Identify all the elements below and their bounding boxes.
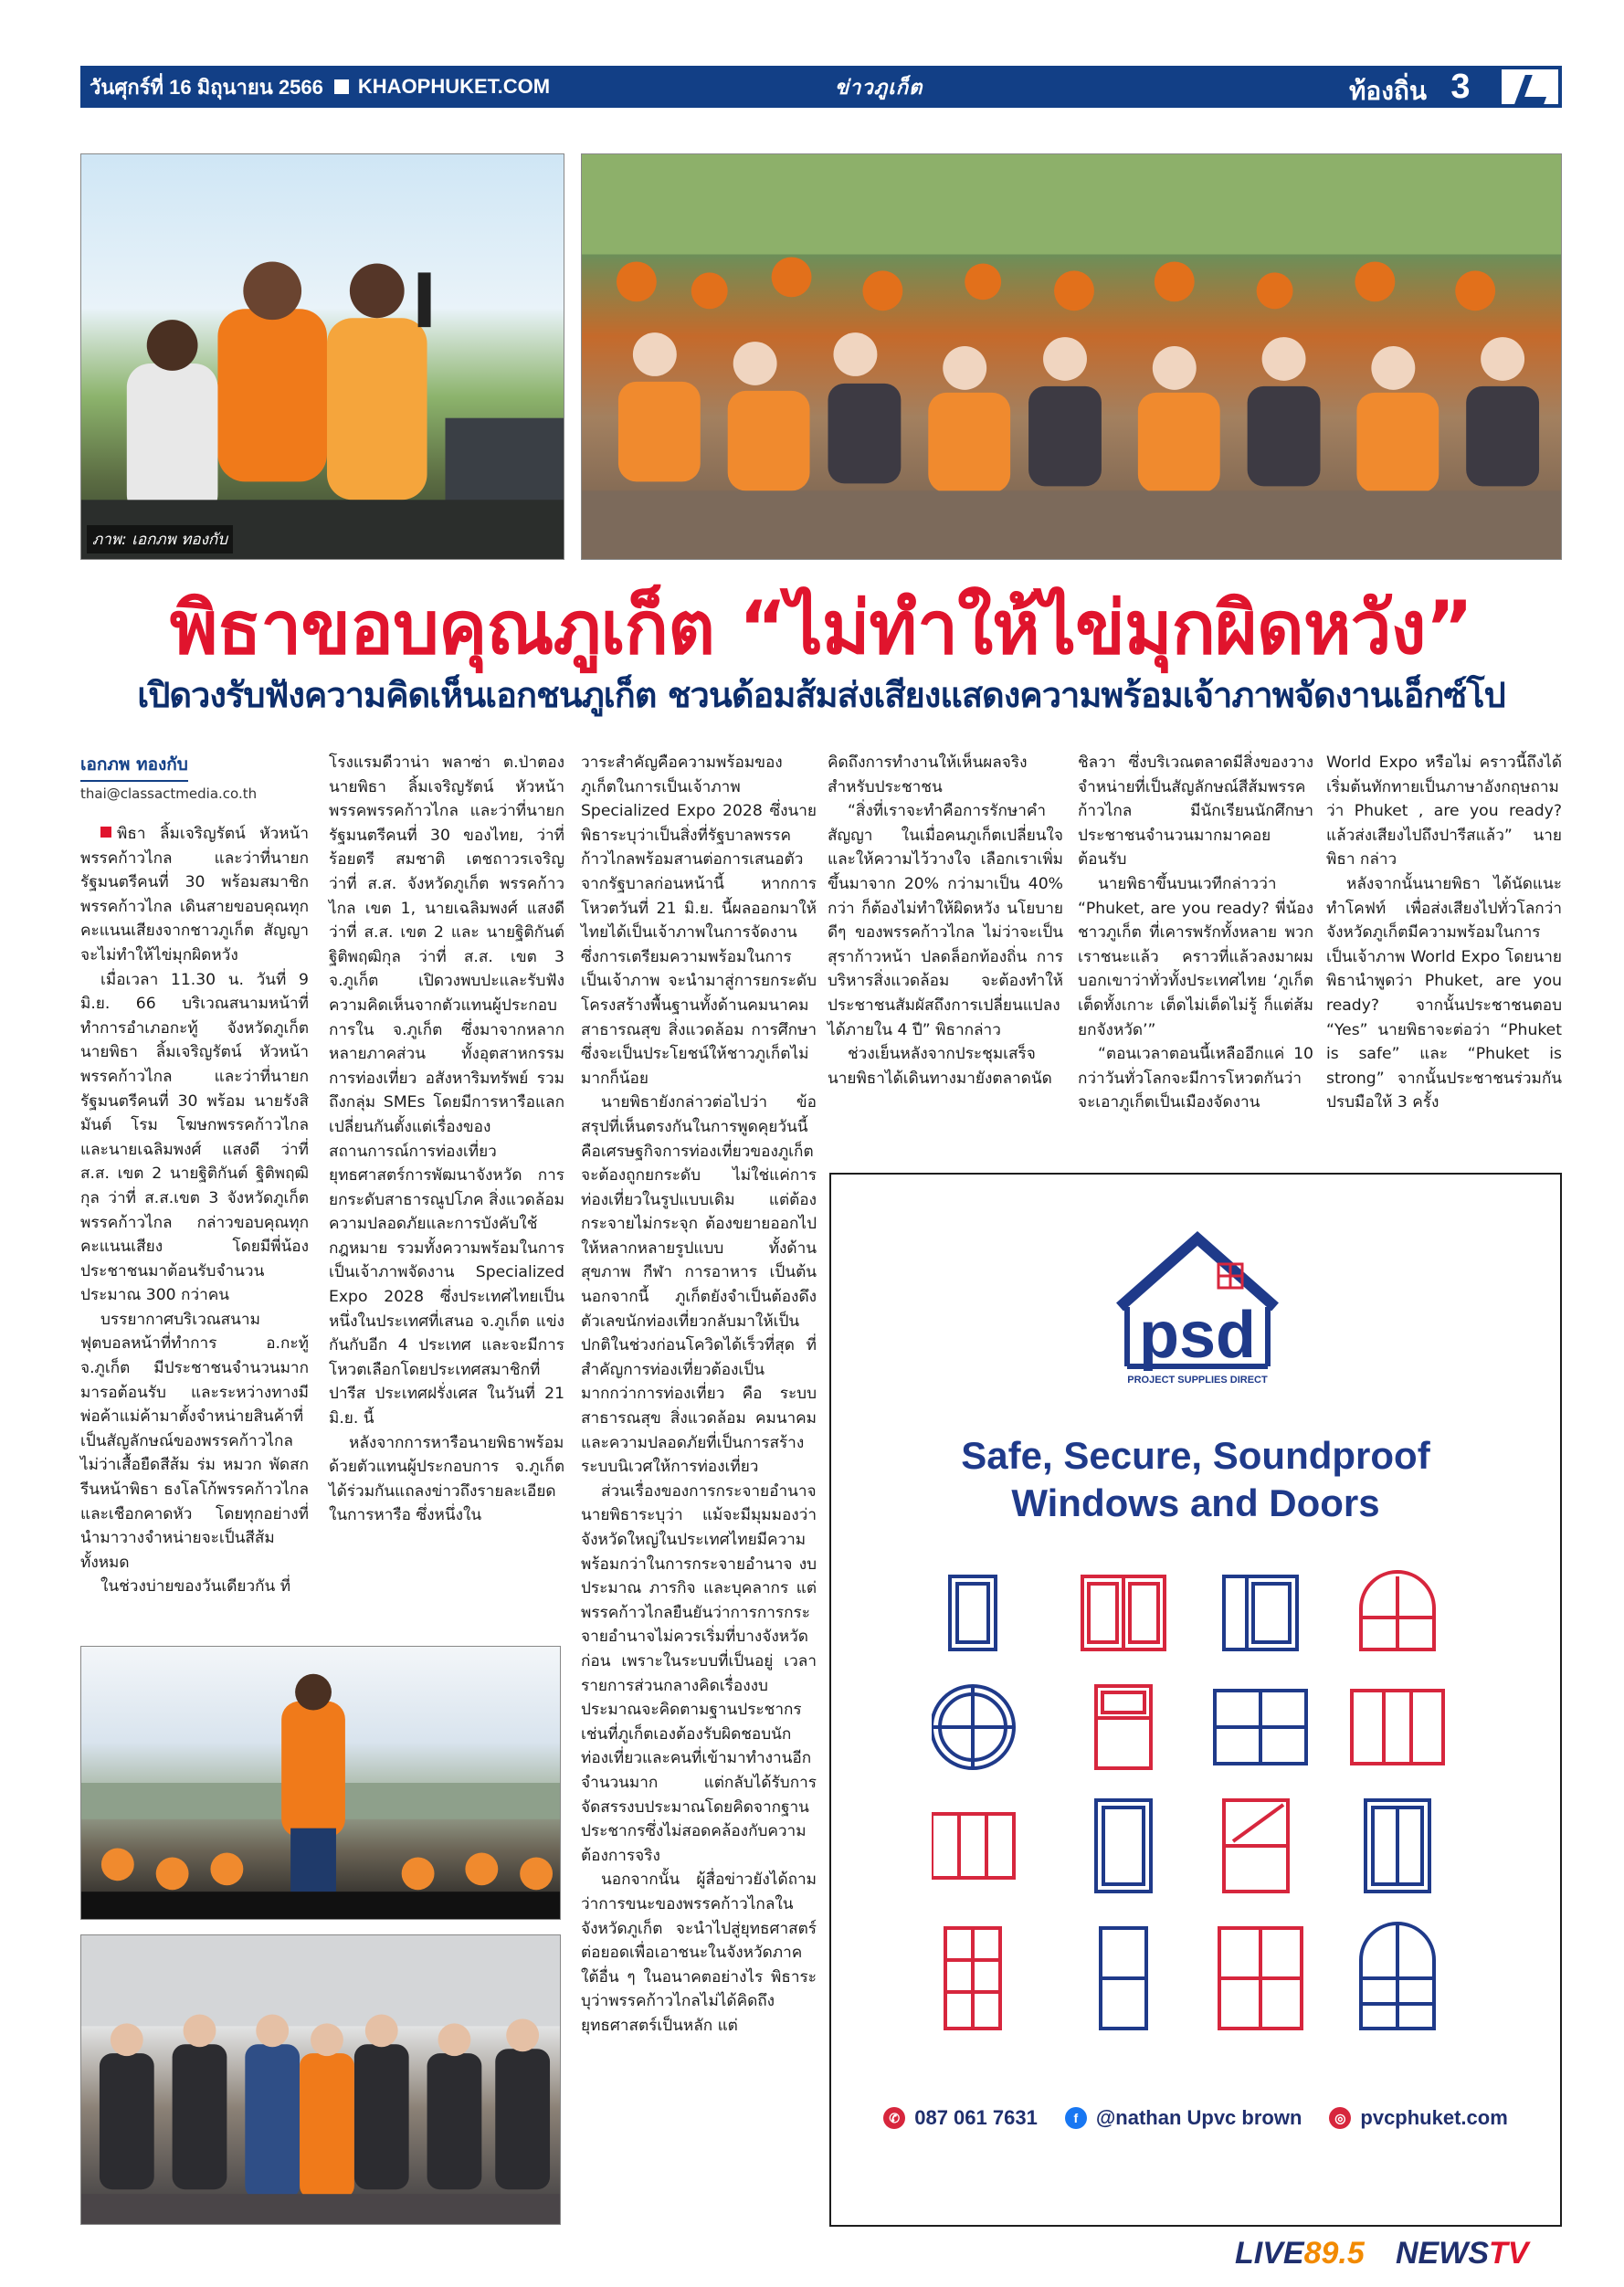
article-column-1 (80, 822, 309, 1626)
article-paragraph: “สิ่งที่เราจะทำคือการรักษาคำสัญญา ในเมื่อคนภูเก็ตเปลี่ยนใจและให้ความไว้วางใจ เลือกเราเพิ่มขึ้นมาจาก 20% กว่ามาเป็น 40% กว่า ก็ต้องไม่ทำให้ผิดหวัง นโยบายดีๆ ของพรรคก้าวไกล ไม่ว่าจะเป็นสุราก้าวหน้า ปลดล็อกท้องถิ่น การบริหารสิ่งแวดล้อม จะต้องทำให้ประชาชนสัมผัสถึงการเปลี่ยนแปลงได้ภายใน 4 ปี” พิธากล่าว (828, 802, 1063, 1039)
phone-icon: ✆ (883, 2107, 905, 2129)
photo-stage-illustration (81, 1647, 560, 1919)
lead-bullet-icon (100, 827, 111, 838)
site-link[interactable]: KHAOPHUKET.COM (357, 75, 551, 98)
news-tv-logo: NEWSTV (1396, 2236, 1529, 2271)
globe-icon: ◎ (1329, 2107, 1351, 2129)
photo-pita-speaking (80, 153, 564, 560)
article-column-4 (828, 751, 1063, 1153)
author-email[interactable]: thai@classactmedia.co.th (80, 785, 258, 802)
article-paragraph: วาระสำคัญคือความพร้อมของภูเก็ตในการเป็นเจ้าภาพ Specialized Expo 2028 ซึ่งนายพิธาระบุว่าเป็นสิ่งที่รัฐบาลพรรคก้าวไกลพร้อมสานต่อการเสนอตัวจากรัฐบาลก่อนหน้านี้ หากการโหวตวันที่ 21 มิ.ย. นี้ผลออกมาให้ไทยได้เป็นเจ้าภาพในการจัดงาน ซึ่งการเตรียมความพร้อมในการเป็นเจ้าภาพ จะนำมาสู่การยกระดับโครงสร้างพื้นฐานทั้งด้านคมนาคม สาธารณสุข สิ่งแวดล้อม การศึกษา ซึ่งจะเป็นประโยชน์ให้ชาวภูเก็ตไม่มากก็น้อย (581, 754, 817, 1088)
single-door-icon (950, 1576, 996, 1649)
ad-facebook[interactable]: f @nathan Upvc brown (1065, 2106, 1302, 2130)
sliding-window-icon (1352, 1691, 1443, 1764)
article-column-2 (329, 751, 564, 1628)
tall-window-icon (1096, 1800, 1151, 1892)
photo-stage-rally (80, 1646, 561, 1920)
round-window-icon (932, 1686, 1014, 1768)
article-paragraph: ช่วงเย็นหลังจากประชุมเสร็จนายพิธาได้เดินทางมายังตลาดนัด (828, 1045, 1052, 1088)
corner-window-icon (1224, 1800, 1288, 1892)
live-radio-logo: LIVE89.5 (1235, 2236, 1365, 2271)
subheadline: เปิดวงรับฟังความคิดเห็นเอกชนภูเก็ต ชวนด้อมส้มส่งเสียงแสดงความพร้อมเจ้าภาพจัดงานเอ็กซ์โป (137, 675, 1505, 715)
author-name: เอกภพ ทองกับ (80, 751, 188, 782)
psd-brand-subtitle: PROJECT SUPPLIES DIRECT (1127, 1375, 1268, 1386)
photo-business-meeting (80, 1934, 561, 2225)
photo-meeting-illustration (81, 1935, 560, 2224)
psd-advertisement[interactable] (829, 1173, 1562, 2227)
psd-house-logo-icon (1102, 1220, 1293, 1403)
issue-date: วันศุกร์ที่ 16 มิถุนายน 2566 (90, 75, 323, 99)
article-paragraph: World Expo หรือไม่ คราวนี้ถึงได้เริ่มต้นทักทายเป็นภาษาอังกฤษถามว่า Phuket , are you ready? แล้วส่งเสียงไปถึงปารีสแล้ว” นายพิธา กล่าว (1326, 754, 1562, 869)
casement-window-icon (1219, 1928, 1302, 2029)
corner-arrow-icon (1498, 66, 1562, 108)
photo-crowd-illustration (582, 154, 1561, 559)
article-paragraph: ในช่วงบ่ายของวันเดียวกัน ที่ (100, 1577, 291, 1597)
arched-door-icon (1361, 1923, 1434, 2029)
article-paragraph: หลังจากการหารือนายพิธาพร้อมด้วยตัวแทนผู้ประกอบการ จ.ภูเก็ต ได้ร่วมกันแถลงข่าวถึงรายละเอียดในการหารือ ซึ่งหนึ่งใน (329, 1433, 564, 1525)
facebook-icon: f (1065, 2107, 1087, 2129)
tv-suffix: TV (1489, 2236, 1529, 2271)
headline: พิธาขอบคุณภูเก็ต “ไม่ทำให้ไข่มุกผิดหวัง” (169, 585, 1473, 670)
ad-website[interactable]: ◎ pvcphuket.com (1329, 2106, 1507, 2130)
page-number: 3 (1450, 67, 1471, 106)
window-door-icon-grid (932, 1567, 1461, 2042)
ad-phone[interactable]: ✆ 087 061 7631 (883, 2106, 1038, 2130)
photo-pita-illustration (81, 154, 564, 559)
triple-window-icon (932, 1814, 1014, 1878)
article-column-6 (1326, 751, 1562, 1153)
article-paragraph: บรรยากาศบริเวณสนามฟุตบอลหน้าที่ทำการ อ.กะทู้ จ.ภูเก็ต มีประชาชนจำนวนมากมารอต้อนรับ และระหว่างทางมีพ่อค้าแม่ค้ามาตั้งจำหน่ายสินค้าที่เป็นสัญลักษณ์ของพรรคก้าวไกล ไม่ว่าเสื้อยืดสีส้ม ร่ม หมวก พัดสกรีนหน้าพิธา ธงโลโก้พรรคก้าวไกล และเชือกคาดหัว โดยทุกอย่างที่นำมาวางจำหน่ายจะเป็นสีส้มทั้งหมด (80, 1310, 309, 1572)
psd-brand-text: psd (1138, 1299, 1257, 1372)
article-paragraph: พิธา ลิ้มเจริญรัตน์ หัวหน้าพรรคก้าวไกล และว่าที่นายกรัฐมนตรีคนที่ 30 พร้อมสมาชิกพรรคก้าวไกล เดินสายขอบคุณทุกคะแนนเสียงจากชาวภูเก็ต สัญญาจะไม่ทำให้ไข่มุกผิดหวัง (80, 825, 309, 964)
article-paragraph: เมื่อเวลา 11.30 น. วันที่ 9 มิ.ย. 66 บริเวณสนามหน้าที่ทำการอำเภอกะทู้ จังหวัดภูเก็ต นายพิธา ลิ้มเจริญรัตน์ หัวหน้าพรรคก้าวไกล และว่าที่นายกรัฐมนตรีคนที่ 30 พร้อม นายรังสิมันต์ โรม โฆษกพรรคก้าวไกล และนายเฉลิมพงศ์ แสงดี ว่าที่ ส.ส. เขต 2 นายฐิติกันต์ ฐิติพฤฒิกุล ว่าที่ ส.ส.เขต 3 จังหวัดภูเก็ต พรรคก้าวไกล กล่าวขอบคุณทุกคะแนนเสียง โดยมีพี่น้องประชาชนมาต้อนรับจำนวนประมาณ 300 กว่าคน (80, 970, 309, 1305)
article-paragraph: โรงแรมดีวาน่า พลาซ่า ต.ป่าตอง นายพิธา ลิ้มเจริญรัตน์ หัวหน้าพรรคพรรคก้าวไกล และว่าที่นายกรัฐมนตรีคนที่ 30 ของไทย, ว่าที่ร้อยตรี สมชาติ เตชถาวรเจริญ ว่าที่ ส.ส. จังหวัดภูเก็ต พรรคก้าวไกล เขต 1, นายเฉลิมพงศ์ แสงดี ว่าที่ ส.ส. เขต 2 และ นายฐิติกันต์ ฐิติพฤฒิกุล ว่าที่ ส.ส. เขต 3 จ.ภูเก็ต เปิดวงพบปะและรับฟังความคิดเห็นจากตัวแทนผู้ประกอบการใน จ.ภูเก็ต ซึ่งมาจากหลากหลายภาคส่วน ทั้งอุตสาหกรรม การท่องเที่ยว อสังหาริมทรัพย์ รวมถึงกลุ่ม SMEs โดยมีการหารือแลกเปลี่ยนกันตั้งแต่เรื่องของสถานการณ์การท่องเที่ยว ยุทธศาสตร์การพัฒนาจังหวัด การยกระดับสาธารณูปโภค สิ่งแวดล้อม ความปลอดภัยและการบังคับใช้กฎหมาย รวมทั้งความพร้อมในการเป็นเจ้าภาพจัดงาน Specialized Expo 2028 ซึ่งประเทศไทยเป็นหนึ่งในประเทศที่เสนอ จ.ภูเก็ต แข่งกันกับอีก 4 ประเทศ และจะมีการโหวตเลือกโดยประเทศสมาชิกที่ปารีส ประเทศฝรั่งเศส ในวันที่ 21 มิ.ย. นี้ (329, 754, 564, 1428)
split-window-icon (1224, 1576, 1297, 1649)
double-window-icon (1082, 1576, 1165, 1649)
separator-square (334, 79, 349, 94)
ad-tagline-line-2: Windows and Doors (1011, 1481, 1380, 1524)
panel-door-icon (1366, 1800, 1429, 1892)
ad-tagline (831, 1432, 1560, 1527)
wide-window-icon (1215, 1691, 1306, 1764)
slim-window-icon (1101, 1928, 1146, 2029)
article-paragraph: นอกจากนั้น ผู้สื่อข่าวยังได้ถามว่าการขนะของพรรคก้าวไกลในจังหวัดภูเก็ต จะนำไปสู่ยุทธศาสตร์ต่อยอดเพื่อเอาชนะในจังหวัดภาคใต้อื่น ๆ ในอนาคตอย่างไร พิธาระบุว่าพรรคก้าวไกลไม่ได้คิดถึงยุทธศาสตร์เป็นหลัก แต่ (581, 1871, 817, 2035)
article-paragraph: ส่วนเรื่องของการกระจายอำนาจ นายพิธาระบุว่า แม้จะมีมุมมองว่าจังหวัดใหญ่ในประเทศไทยมีความพร้อมกว่าในการกระจายอำนาจ งบประมาณ ภารกิจ และบุคลากร แต่พรรคก้าวไกลยืนยันว่าการการกระจายอำนาจไม่ควรเริ่มที่บางจังหวัดก่อน เพราะในระบบที่เป็นอยู่ เวลารายการส่วนกลางคิดเรื่องงบประมาณจะคิดตามฐานประชากร เช่นที่ภูเก็ตเองต้องรับผิดชอบนักท่องเที่ยวและคนที่เข้ามาทำงานอีกจำนวนมาก แต่กลับได้รับการจัดสรรงบประมาณโดยคิดจากฐานประชากรซึ่งไม่สอดคล้องกับความต้องการจริง (581, 1481, 817, 1865)
photo-credit: ภาพ: เอกภพ ทองกับ (87, 525, 233, 553)
byline (80, 751, 309, 802)
masthead-logo: ข่าวภูเก็ต (835, 77, 923, 100)
arched-window-icon (1361, 1572, 1434, 1649)
ad-contacts (831, 2106, 1560, 2130)
article-paragraph: หลังจากนั้นนายพิธา ได้นัดแนะทำโคฟท์ เพื่อส่งเสียงไปทั่วโลกว่าจังหวัดภูเก็ตมีความพร้อมในการเป็นเจ้าภาพ World Expo โดยนายพิธานำพูดว่า Phuket, are you ready? จากนั้นประชาชนตอบ “Yes” นายพิธาจะต่อว่า “Phuket is safe” และ “Phuket is strong” จากนั้นประชาชนร่วมกันปรบมือให้ 3 ครั้ง (1326, 874, 1562, 1112)
photo-crowd (581, 153, 1562, 560)
ad-tagline-line-1: Safe, Secure, Soundproof (961, 1434, 1430, 1477)
page-header (80, 66, 1562, 108)
article-paragraph: ชิลวา ซึ่งบริเวณตลาดมีสิ่งของวางจำหน่ายที่เป็นสัญลักษณ์สีส้มพรรคก้าวไกล มีนักเรียนนักศึกษาประชาชนจำนวนมากมาคอยต้อนรับ (1078, 754, 1313, 869)
article-paragraph: นายพิธายังกล่าวต่อไปว่า ข้อสรุปที่เห็นตรงกันในการพูดคุยวันนี้ คือเศรษฐกิจการท่องเที่ยวของภูเก็ตจะต้องถูกยกระดับ ไม่ใช่แค่การท่องเที่ยวในรูปแบบเดิม แต่ต้องกระจายไม่กระจุก ต้องขยายออกไปให้หลากหลายรูปแบบ ทั้งด้านสุขภาพ กีฬา การอาหาร เป็นต้น นอกจากนี้ ภูเก็ตยังจำเป็นต้องดึงตัวเลขนักท่องเที่ยวกลับมาให้เป็นปกติในช่วงก่อนโควิดได้เร็วที่สุด ที่สำคัญการท่องเที่ยวต้องเป็นมากกว่าการท่องเที่ยว คือ ระบบสาธารณสุข สิ่งแวดล้อม คมนาคม และความปลอดภัยที่เป็นการสร้างระบบนิเวศให้การท่องเที่ยว (581, 1093, 817, 1477)
article-column-3 (581, 751, 817, 2225)
hung-window-icon (1096, 1686, 1151, 1768)
article-paragraph: นายพิธาขึ้นบนเวทีกล่าวว่า “Phuket, are you ready? พี่น้องชาวภูเก็ต ที่เคารพรักทั้งหลาย พวกเราชนะแล้ว คราวที่แล้วลงมาผมบอกเขาว่าทั่วทั้งประเทศไทย ‘ภูเก็ตเต็ดทั้งเกาะ เต็ดไม่เต็ดไม่รู้ ก็แต่ส้มยกจังหวัด’” (1078, 874, 1313, 1039)
grid-door-icon (945, 1928, 1000, 2029)
radio-frequency: 89.5 (1303, 2236, 1365, 2271)
section-name: ท้องถิ่น (1348, 76, 1427, 106)
article-column-5 (1078, 751, 1313, 1153)
article-paragraph: คิดถึงการทำงานให้เห็นผลจริงสำหรับประชาชน (828, 754, 1028, 796)
article-paragraph: “ตอนเวลาตอนนี้เหลืออีกแค่ 10 กว่าวันทั่วโลกจะมีการโหวตกันว่าจะเอาภูเก็ตเป็นเมืองจัดงาน (1078, 1045, 1313, 1112)
